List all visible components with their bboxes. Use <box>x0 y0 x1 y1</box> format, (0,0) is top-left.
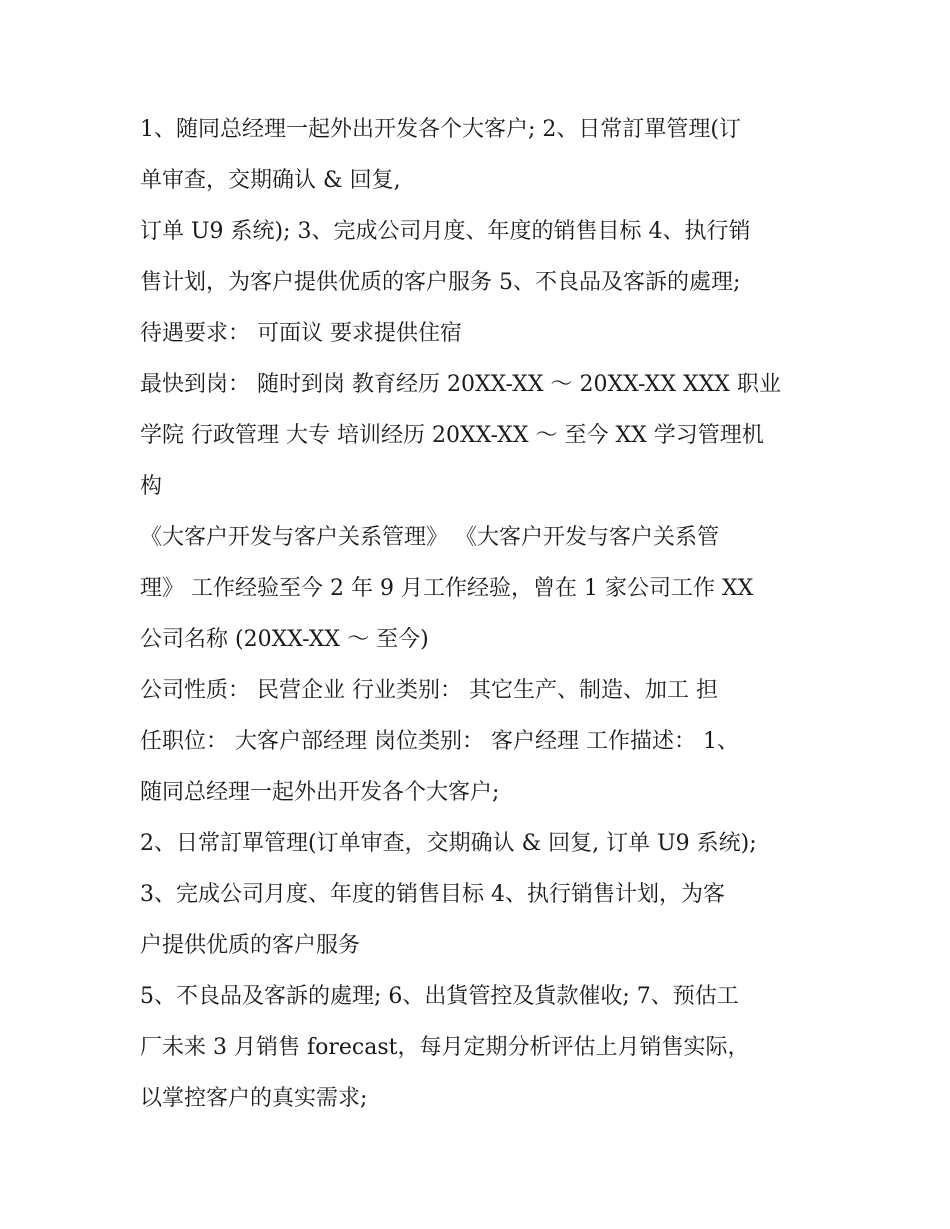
text-line: 最快到岗： 随时到岗 教育经历 20XX-XX ～ 20XX-XX XXX 职业 <box>140 372 781 397</box>
text-line: 《大客户开发与客户关系管理》 《大客户开发与客户关系管 <box>140 525 719 550</box>
text-line: 订单 U9 系统); 3、完成公司月度、年度的销售目标 4、执行销 <box>140 219 751 244</box>
text-line: 单审查，交期确认 & 回复, <box>140 168 401 193</box>
text-line: 随同总经理一起外出开发各个大客户; <box>140 780 500 805</box>
text-line: 厂未来 3 月销售 forecast，每月定期分析评估上月销售实际， <box>140 1035 750 1060</box>
text-line: 2、日常訂單管理(订单审查，交期确认 & 回复, 订单 U9 系统); <box>140 831 757 856</box>
text-line: 学院 行政管理 大专 培训经历 20XX-XX ～ 至今 XX 学习管理机 <box>140 423 764 448</box>
text-line: 3、完成公司月度、年度的销售目标 4、执行销售计划，为客 <box>140 882 725 907</box>
text-line: 构 <box>140 474 163 499</box>
text-line: 售计划，为客户提供优质的客户服务 5、不良品及客訴的處理; <box>140 270 741 295</box>
text-line: 5、不良品及客訴的處理; 6、出貨管控及貨款催收; 7、预估工 <box>140 984 739 1009</box>
text-line: 户提供优质的客户服务 <box>140 933 361 958</box>
text-line: 1、随同总经理一起外出开发各个大客户; 2、日常訂單管理(订 <box>140 117 741 142</box>
text-line: 待遇要求： 可面议 要求提供住宿 <box>140 321 462 346</box>
text-line: 任职位： 大客户部经理 岗位类别： 客户经理 工作描述： 1、 <box>140 729 739 754</box>
text-line: 以掌控客户的真实需求; <box>140 1086 368 1111</box>
document-body <box>140 104 820 1124</box>
text-line: 公司名称 (20XX-XX ～ 至今) <box>140 627 429 652</box>
text-line: 公司性质： 民营企业 行业类别： 其它生产、制造、加工 担 <box>140 678 718 703</box>
text-line: 理》 工作经验至今 2 年 9 月工作经验，曾在 1 家公司工作 XX <box>140 576 754 601</box>
